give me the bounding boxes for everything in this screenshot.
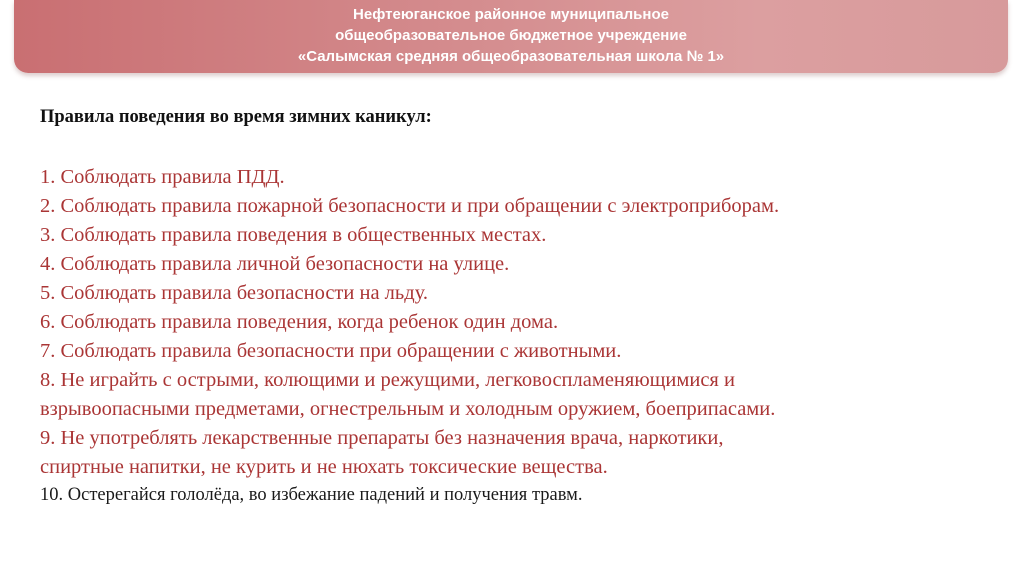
rule-item-9-line-1: 9. Не употреблять лекарственные препараты без назначения врача, наркотики,	[40, 427, 724, 449]
rules-heading: Правила поведения во время зимних каникул:	[40, 107, 432, 127]
school-name	[14, 4, 1008, 67]
rule-item-9-line-2: спиртные напитки, не курить и не нюхать токсические вещества.	[40, 456, 608, 478]
rule-item-3: 3. Соблюдать правила поведения в общественных местах.	[40, 224, 547, 246]
school-name-line-3: «Салымская средняя общеобразовательная школа № 1»	[297, 48, 725, 65]
rule-item-6: 6. Соблюдать правила поведения, когда ребенок один дома.	[40, 311, 559, 333]
rules-list	[40, 163, 779, 508]
rule-item-4: 4. Соблюдать правила личной безопасности на улице.	[40, 253, 510, 275]
school-name-line-1: Нефтеюганское районное муниципальное	[353, 6, 669, 23]
rule-item-7: 7. Соблюдать правила безопасности при обращении с животными.	[40, 340, 622, 362]
rule-item-10: 10. Остерегайся гололёда, во избежание падений и получения травм.	[40, 485, 583, 505]
header-banner	[14, 0, 1008, 73]
rule-item-1: 1. Соблюдать правила ПДД.	[40, 166, 285, 188]
rule-item-8-line-1: 8. Не играйть с острыми, колющими и режущими, легковоспламеняющимися и	[40, 369, 735, 391]
school-name-line-2: общеобразовательное бюджетное учреждение	[335, 27, 687, 44]
rule-item-8-line-2: взрывоопасными предметами, огнестрельным и холодным оружием, боеприпасами.	[40, 398, 776, 420]
rule-item-2: 2. Соблюдать правила пожарной безопасности и при обращении с электроприборам.	[40, 195, 780, 217]
rule-item-5: 5. Соблюдать правила безопасности на льду.	[40, 282, 429, 304]
